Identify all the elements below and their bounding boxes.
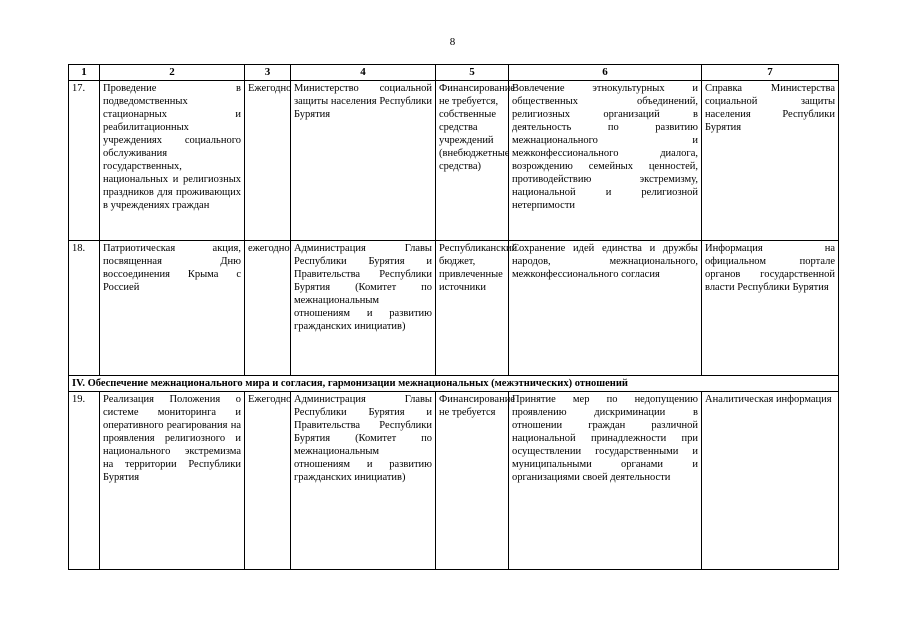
result-cell: Вовлечение этнокультурных и общественных объединений, религиозных организаций в деятельность по развитию межнационального и межконфессионального диалога, возрождению семейных ценностей, противодействию экстремизму, национальной и религиозной нетерпимости <box>509 81 702 241</box>
column-header: 3 <box>245 65 291 81</box>
result-cell: Сохранение идей единства и дружбы народов, межнационального, межконфессионального согласия <box>509 241 702 376</box>
section-title: IV. Обеспечение межнационального мира и согласия, гармонизации межнациональных (межэтнических) отношений <box>69 376 839 392</box>
column-header: 4 <box>291 65 436 81</box>
period-cell: ежегодно <box>245 241 291 376</box>
executor-cell: Администрация Главы Республики Бурятия и Правительства Республики Бурятия (Комитет по межнациональным отношениям и развитию гражданских инициатив) <box>291 241 436 376</box>
table-row <box>69 241 839 376</box>
row-number: 19. <box>69 392 100 570</box>
column-header: 1 <box>69 65 100 81</box>
report-cell: Справка Министерства социальной защиты населения Республики Бурятия <box>702 81 839 241</box>
report-cell: Информация на официальном портале органов государственной власти Республики Бурятия <box>702 241 839 376</box>
executor-cell: Министерство социальной защиты населения Республики Бурятия <box>291 81 436 241</box>
table-row <box>69 81 839 241</box>
report-cell: Аналитическая информация <box>702 392 839 570</box>
event-cell: Реализация Положения о системе мониторинга и оперативного реагирования на проявления религиозного и национального экстремизма на территории Республики Бурятия <box>100 392 245 570</box>
plan-table <box>68 64 839 570</box>
funding-cell: Республиканский бюджет, привлеченные источники <box>436 241 509 376</box>
period-cell: Ежегодно <box>245 81 291 241</box>
column-header: 7 <box>702 65 839 81</box>
page-number: 8 <box>449 36 456 48</box>
column-header: 2 <box>100 65 245 81</box>
event-cell: Проведение в подведомственных стационарных и реабилитационных учреждениях социального обслуживания государственных, национальных и религиозных праздников для проживающих в учреждениях граждан <box>100 81 245 241</box>
period-cell: Ежегодно <box>245 392 291 570</box>
row-number: 18. <box>69 241 100 376</box>
column-header-row <box>69 65 839 81</box>
executor-cell: Администрация Главы Республики Бурятия и Правительства Республики Бурятия (Комитет по межнациональным отношениям и развитию гражданских инициатив) <box>291 392 436 570</box>
column-header: 6 <box>509 65 702 81</box>
column-header: 5 <box>436 65 509 81</box>
row-number: 17. <box>69 81 100 241</box>
funding-cell: Финансирование не требуется <box>436 392 509 570</box>
section-row <box>69 376 839 392</box>
table-row <box>69 392 839 570</box>
event-cell: Патриотическая акция, посвященная Дню воссоединения Крыма с Россией <box>100 241 245 376</box>
funding-cell: Финансирование не требуется, собственные средства учреждений (внебюджетные средства) <box>436 81 509 241</box>
result-cell: Принятие мер по недопущению проявлению дискриминации в отношении граждан различной национальной принадлежности при осуществлении государственными и муниципальными органами и организациями своей деятельности <box>509 392 702 570</box>
